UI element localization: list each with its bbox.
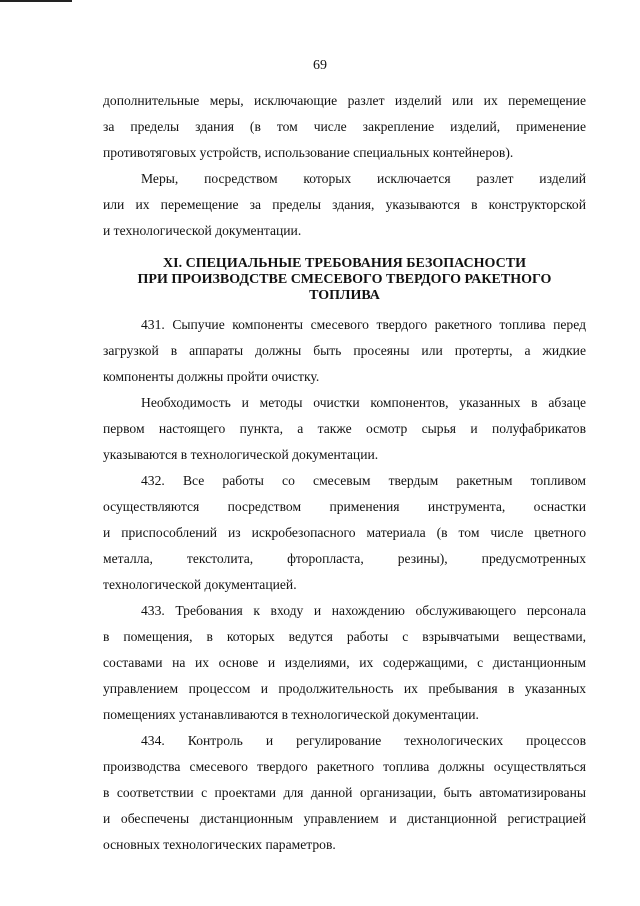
text-line: Меры, посредством которых исключается разлет изделий [141,171,586,186]
section-heading-line: XI. СПЕЦИАЛЬНЫЕ ТРЕБОВАНИЯ БЕЗОПАСНОСТИ [163,256,526,271]
text-line: составами на их основе и изделиями, их содержащими, с дистанционным [103,655,586,670]
text-line: указываются в технологической документации. [103,447,379,462]
text-line: и технологической документации. [103,223,302,238]
text-line: компоненты должны пройти очистку. [103,369,320,384]
section-heading [103,256,586,304]
text-line: 434. Контроль и регулирование технологических процессов [141,733,586,748]
text-line: Необходимость и методы очистки компонентов, указанных в абзаце [141,395,586,410]
document-body [103,88,586,858]
text-line: дополнительные меры, исключающие разлет изделий или их перемещение [103,93,586,108]
section-heading-line: ТОПЛИВА [309,288,380,303]
page-number: 69 [313,58,327,73]
text-line: 433. Требования к входу и нахождению обслуживающего персонала [141,603,586,618]
text-line: и приспособлений из искробезопасного материала (в том числе цветного [103,525,586,540]
section-heading-line: ПРИ ПРОИЗВОДСТВЕ СМЕСЕВОГО ТВЕРДОГО РАКЕТНОГО [137,272,552,287]
text-line: в помещения, в которых ведутся работы с взрывчатыми веществами, [103,629,586,644]
paragraph-continuation [103,88,586,166]
text-line: противотяговых устройств, использование специальных контейнеров). [103,145,514,160]
paragraph-434 [103,728,586,858]
text-line: загрузкой в аппараты должны быть просеяны или протерты, а жидкие [103,343,586,358]
text-line: осуществляются посредством применения инструмента, оснастки [103,499,586,514]
text-line: 431. Сыпучие компоненты смесевого твердого ракетного топлива перед [141,317,586,332]
text-line: помещениях устанавливаются в технологической документации. [103,707,479,722]
paragraph-measures [103,166,586,244]
text-line: производства смесевого твердого ракетного топлива должны осуществляться [103,759,586,774]
top-rule [0,0,72,2]
paragraph-433 [103,598,586,728]
text-line: основных технологических параметров. [103,837,336,852]
text-line: и обеспечены дистанционным управлением и дистанционной регистрацией [103,811,586,826]
text-line: 432. Все работы со смесевым твердым ракетным топливом [141,473,586,488]
text-line: технологической документацией. [103,577,297,592]
text-line: или их перемещение за пределы здания, указываются в конструкторской [103,197,586,212]
paragraph-431-second [103,390,586,468]
text-line: за пределы здания (в том числе закрепление изделий, применение [103,119,586,134]
text-line: управлением процессом и продолжительность их пребывания в указанных [103,681,586,696]
text-line: в соответствии с проектами для данной организации, быть автоматизированы [103,785,586,800]
paragraph-432 [103,468,586,598]
text-line: первом настоящего пункта, а также осмотр сырья и полуфабрикатов [103,421,586,436]
paragraph-431 [103,312,586,390]
text-line: металла, текстолита, фторопласта, резины), предусмотренных [103,551,586,566]
